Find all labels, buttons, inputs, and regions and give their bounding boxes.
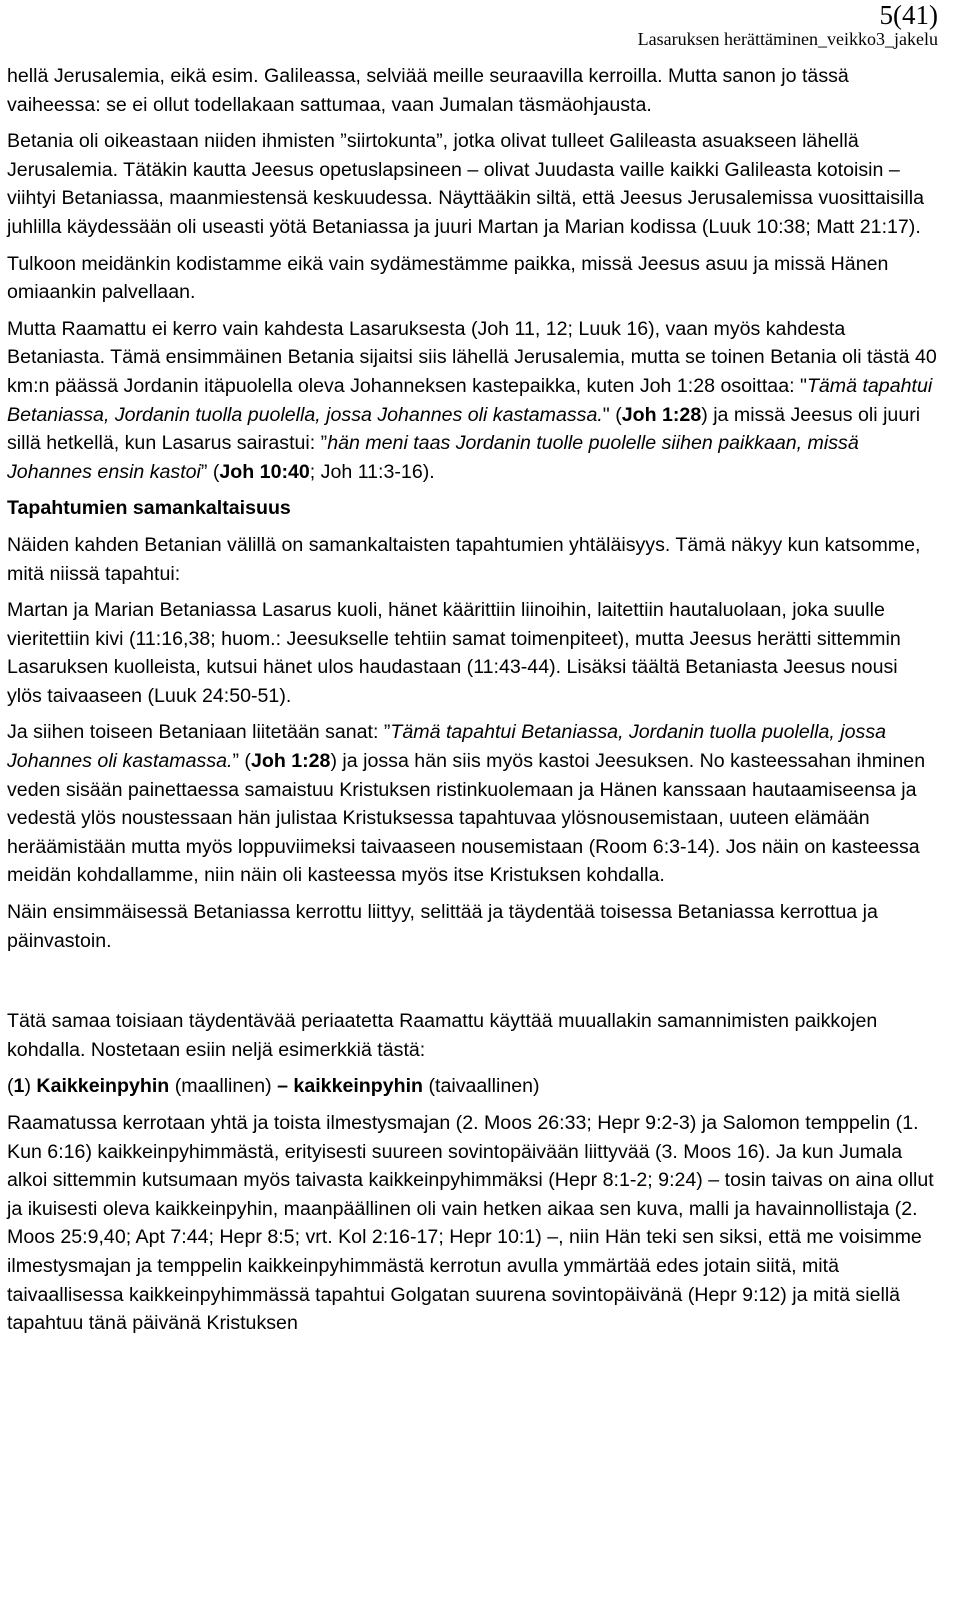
paragraph: Tulkoon meidänkin kodistamme eikä vain sydämestämme paikka, missä Jeesus asuu ja missä Hänen omiaankin palvellaan. [7, 252, 889, 304]
paragraph [7, 315, 937, 487]
document-body [7, 62, 937, 1346]
text-run: ; Joh 11:3-16). [309, 460, 435, 483]
reference-bold: Joh 10:40 [219, 460, 310, 483]
quote-italic: Tämä tapahtui Betaniassa, Jordanin tuolla puolella, jossa Johannes oli kastamassa. [7, 721, 887, 773]
paragraph: Tätä samaa toisiaan täydentävää periaatetta Raamattu käyttää muuallakin samannimisten paikkojen kohdalla. Nostetaan esiin neljä esimerkkiä tästä: [7, 1010, 878, 1061]
paragraph: Näin ensimmäisessä Betaniassa kerrottu liittyy, selittää ja täydentää toisessa Betaniassa kerrottua ja päinvastoin. [7, 901, 878, 952]
paragraph: Betania oli oikeastaan niiden ihmisten ”siirtokunta”, jotka olivat tulleet Galileasta asuakseen lähellä Jerusalemia. Tätäkin kautta Jeesus opetuslapsineen – olivat Juudasta vaille kaikki Galileasta kotoisin – viihtyi Betaniassa, maanmiestensä keskuudessa. Näyttääkin siltä, että Jeesus Jerusalemissa vuosittaisilla juhlilla käydessään oli useasti yötä Betaniassa ja juuri Martan ja Marian kodissa (Luuk 10:38; Matt 21:17). [7, 130, 924, 238]
paragraph: Raamatussa kerrotaan yhtä ja toista ilmestysmajan (2. Moos 26:33; Hepr 9:2-3) ja Salomon temppelin (1. Kun 6:16) kaikkeinpyhimmästä, erityisesti suureen sovintopäivään liittyvää (3. Moos 16). Ja kun Jumala alkoi sittemmin kutsumaan myös taivasta kaikkeinpyhimmäksi (Hepr 8:1-2; 9:24) – tosin taivas on aina ollut ja ikuisesti oleva kaikkeinpyhin, maanpäällinen oli vain hetken aikaa sen kuva, malli ja havainnollistaja (2. Moos 25:9,40; Apt 7:44; Hepr 8:5; vrt. Kol 2:16-17; Hepr 10:1) –, niin Hän teki sen siksi, että me voisimme ilmestysmajan ja temppelin kaikkeinpyhimmästä kerrotun avulla ymmärtää edes jotain siitä, mitä taivaallisessa kaikkeinpyhimmässä tapahtui Golgatan suurena sovintopäivänä (Hepr 9:12) ja mitä siellä tapahtuu tänä päivänä Kristuksen [7, 1112, 934, 1335]
text-run: " ( [602, 403, 622, 426]
text-run: Mutta Raamattu ei kerro vain kahdesta Lasaruksesta (Joh 11, 12; Luuk 16), vaan myös kahdesta Betaniasta. Tämä ensimmäinen Betania sijaitsi siis lähellä Jerusalemia, mutta se toinen Betania oli tästä 40 km:n päässä Jordanin itäpuolella oleva Johanneksen kastepaikka, kuten Joh 1:28 osoittaa: " [7, 317, 937, 397]
document-name: Lasaruksen herättäminen_veikko3_jakelu [637, 29, 938, 49]
reference-bold: Joh 1:28 [621, 403, 702, 426]
section-heading: Tapahtumien samankaltaisuus [7, 497, 291, 520]
text-run: ” ( [200, 460, 220, 483]
item-number-paren: ( [7, 1075, 14, 1098]
term-bold: kaikkeinpyhin [287, 1075, 424, 1098]
text-run: ) ja missä Jeesus oli juuri sillä hetkellä, kun Lasarus sairastui: ” [7, 403, 921, 455]
page-number: 5(41) [879, 0, 938, 30]
quote-italic: Tämä tapahtui Betaniassa, Jordanin tuolla puolella, jossa Johannes oli kastamassa. [7, 374, 933, 426]
quote-italic: hän meni taas Jordanin tuolle puolelle siihen paikkaan, missä Johannes ensin kastoi [7, 432, 859, 483]
list-item-heading [7, 1072, 937, 1101]
term-note: (maallinen) [169, 1075, 278, 1098]
page-header [638, 0, 938, 49]
term-note: (taivaallinen) [423, 1075, 540, 1098]
text-run: ) ja jossa hän siis myös kastoi Jeesuksen. No kasteessahan ihminen veden sisään painettaessa samaistuu Kristuksen ristinkuolemaan ja Hänen kanssaan hautaamiseensa ja vedestä ylös noustessaan hän julistaa Kristuksessa tapahtuvaa ylösnousemistaan, uuteen elämään heräämistään mutta myös loppuviimeksi taivaaseen nousemistaan (Room 6:3-14). Jos näin on kasteessa meidän kohdallamme, niin näin oli kasteessa myös itse Kristuksen kohdalla. [7, 750, 926, 887]
paragraph: hellä Jerusalemia, eikä esim. Galileassa, selviää meille seuraavilla kerroilla. Mutta sanon jo tässä vaiheessa: se ei ollut todellakaan sattumaa, vaan Jumalan täsmäohjausta. [7, 65, 849, 116]
item-number: 1 [13, 1075, 25, 1098]
text-run: Ja siihen toiseen Betaniaan liitetään sanat: ” [7, 721, 391, 744]
term-bold: Kaikkeinpyhin [36, 1075, 170, 1098]
dash: – [277, 1075, 288, 1098]
paragraph: Martan ja Marian Betaniassa Lasarus kuoli, hänet käärittiin liinoihin, laitettiin hautaluolaan, joka suulle vieritettiin kivi (11:16,38; huom.: Jeesukselle tehtiin samat toimenpiteet), mutta Jeesus herätti sittemmin Lasaruksen kuolleista, kutsui hänet ulos haudastaan (11:43-44). Lisäksi täältä Betaniasta Jeesus nousi ylös taivaaseen (Luuk 24:50-51). [7, 599, 901, 707]
text-run: ” ( [232, 750, 251, 773]
paragraph [7, 718, 937, 890]
paragraph: Näiden kahden Betanian välillä on samankaltaisten tapahtumien yhtäläisyys. Tämä näkyy kun katsomme, mitä niissä tapahtui: [7, 533, 921, 585]
reference-bold: Joh 1:28 [250, 750, 331, 773]
item-number-paren: ) [24, 1075, 31, 1098]
